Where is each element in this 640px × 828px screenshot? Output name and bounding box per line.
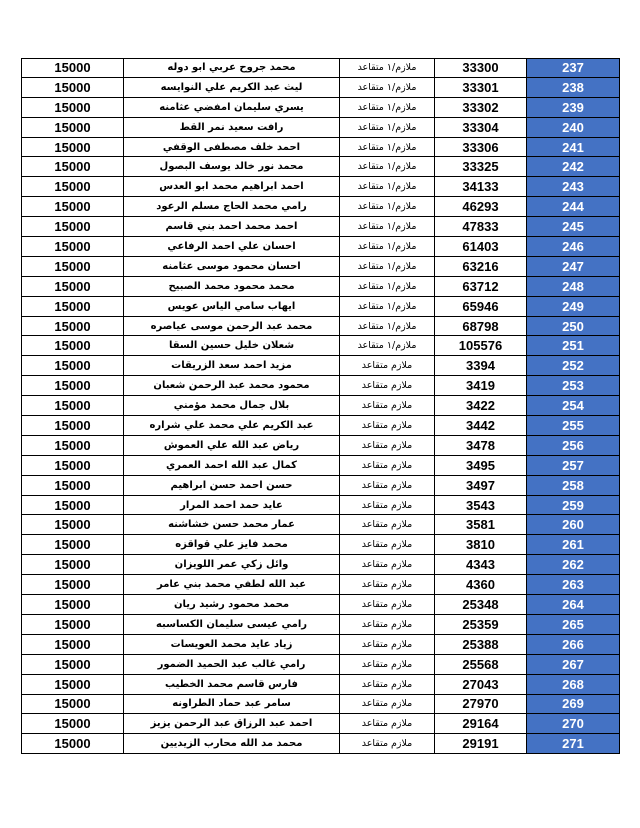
military-number-cell: 3543 [435,496,527,515]
military-number-cell: 25568 [435,655,527,674]
table-row [22,635,620,655]
sequence-number-cell: 241 [527,138,620,157]
amount-cell: 15000 [22,535,124,554]
table-row [22,356,620,376]
sequence-number-cell: 252 [527,356,620,375]
military-number-cell: 46293 [435,197,527,216]
rank-cell: ملازم/١ متقاعد [340,98,435,117]
rank-cell: ملازم متقاعد [340,734,435,753]
amount-cell: 15000 [22,575,124,594]
table-row [22,177,620,197]
name-cell: زياد عايد محمد العويسات [124,635,340,654]
name-cell: فارس قاسم محمد الخطيب [124,675,340,694]
name-cell: ايهاب سامي الياس عويس [124,297,340,316]
rank-cell: ملازم/١ متقاعد [340,177,435,196]
military-number-cell: 61403 [435,237,527,256]
name-cell: احمد خلف مصطفى الوقفي [124,138,340,157]
military-number-cell: 34133 [435,177,527,196]
military-number-cell: 33301 [435,78,527,97]
name-cell: رامي عيسى سليمان الكساسبه [124,615,340,634]
sequence-number-cell: 262 [527,555,620,574]
name-cell: عبد الكريم علي محمد علي شراره [124,416,340,435]
table-row [22,714,620,734]
table-row [22,496,620,516]
name-cell: عمار محمد حسن خشاشنه [124,515,340,534]
rank-cell: ملازم/١ متقاعد [340,157,435,176]
sequence-number-cell: 240 [527,118,620,137]
name-cell: يسري سليمان امفضي عثامنه [124,98,340,117]
rank-cell: ملازم/١ متقاعد [340,257,435,276]
military-number-cell: 63712 [435,277,527,296]
table-row [22,277,620,297]
table-row [22,476,620,496]
amount-cell: 15000 [22,376,124,395]
amount-cell: 15000 [22,118,124,137]
amount-cell: 15000 [22,157,124,176]
rank-cell: ملازم متقاعد [340,535,435,554]
table-row [22,336,620,356]
amount-cell: 15000 [22,237,124,256]
rank-cell: ملازم متقاعد [340,356,435,375]
military-number-cell: 3442 [435,416,527,435]
rank-cell: ملازم/١ متقاعد [340,297,435,316]
name-cell: احسان محمود موسى عثامنه [124,257,340,276]
name-cell: رامي محمد الحاج مسلم الرعود [124,197,340,216]
sequence-number-cell: 256 [527,436,620,455]
table-row [22,416,620,436]
amount-cell: 15000 [22,336,124,355]
table-row [22,257,620,277]
table-row [22,78,620,98]
rank-cell: ملازم/١ متقاعد [340,197,435,216]
rank-cell: ملازم/١ متقاعد [340,317,435,336]
military-number-cell: 33325 [435,157,527,176]
amount-cell: 15000 [22,396,124,415]
table-row [22,535,620,555]
name-cell: شعلان خليل حسين السقا [124,336,340,355]
amount-cell: 15000 [22,78,124,97]
amount-cell: 15000 [22,675,124,694]
table-row [22,98,620,118]
rank-cell: ملازم متقاعد [340,595,435,614]
military-number-cell: 47833 [435,217,527,236]
amount-cell: 15000 [22,476,124,495]
sequence-number-cell: 270 [527,714,620,733]
table-row [22,138,620,158]
name-cell: محمد محمود محمد الصبيح [124,277,340,296]
amount-cell: 15000 [22,356,124,375]
name-cell: محمد نور خالد يوسف البصول [124,157,340,176]
military-number-cell: 29191 [435,734,527,753]
sequence-number-cell: 257 [527,456,620,475]
table-row [22,118,620,138]
amount-cell: 15000 [22,595,124,614]
name-cell: كمال عبد الله احمد العمري [124,456,340,475]
amount-cell: 15000 [22,456,124,475]
table-row [22,734,620,754]
sequence-number-cell: 247 [527,257,620,276]
military-number-cell: 3497 [435,476,527,495]
military-number-cell: 29164 [435,714,527,733]
military-number-cell: 65946 [435,297,527,316]
table-row [22,297,620,317]
military-number-cell: 3581 [435,515,527,534]
table-row [22,376,620,396]
military-number-cell: 63216 [435,257,527,276]
name-cell: محمد مد الله محارب الزيديين [124,734,340,753]
rank-cell: ملازم متقاعد [340,496,435,515]
table-row [22,675,620,695]
rank-cell: ملازم/١ متقاعد [340,217,435,236]
name-cell: حسن احمد حسن ابراهيم [124,476,340,495]
amount-cell: 15000 [22,436,124,455]
rank-cell: ملازم متقاعد [340,555,435,574]
sequence-number-cell: 271 [527,734,620,753]
military-number-cell: 4360 [435,575,527,594]
name-cell: وائل زكي عمر اللويزان [124,555,340,574]
name-cell: مزيد احمد سعد الزريقات [124,356,340,375]
table-row [22,695,620,715]
sequence-number-cell: 263 [527,575,620,594]
military-number-cell: 3394 [435,356,527,375]
table-row [22,515,620,535]
rank-cell: ملازم متقاعد [340,436,435,455]
military-number-cell: 105576 [435,336,527,355]
sequence-number-cell: 259 [527,496,620,515]
sequence-number-cell: 238 [527,78,620,97]
name-cell: احسان علي احمد الرفاعي [124,237,340,256]
name-cell: رياض عبد الله علي العموش [124,436,340,455]
amount-cell: 15000 [22,734,124,753]
table-row [22,58,620,78]
table-row [22,197,620,217]
rank-cell: ملازم/١ متقاعد [340,277,435,296]
sequence-number-cell: 239 [527,98,620,117]
military-number-cell: 68798 [435,317,527,336]
amount-cell: 15000 [22,695,124,714]
sequence-number-cell: 243 [527,177,620,196]
amount-cell: 15000 [22,655,124,674]
sequence-number-cell: 261 [527,535,620,554]
name-cell: رافت سعيد نمر القط [124,118,340,137]
rank-cell: ملازم متقاعد [340,615,435,634]
sequence-number-cell: 242 [527,157,620,176]
rank-cell: ملازم متقاعد [340,476,435,495]
rank-cell: ملازم متقاعد [340,396,435,415]
retirees-table [21,58,620,754]
rank-cell: ملازم/١ متقاعد [340,237,435,256]
amount-cell: 15000 [22,714,124,733]
rank-cell: ملازم/١ متقاعد [340,59,435,77]
amount-cell: 15000 [22,98,124,117]
amount-cell: 15000 [22,138,124,157]
rank-cell: ملازم/١ متقاعد [340,78,435,97]
rank-cell: ملازم متقاعد [340,376,435,395]
sequence-number-cell: 258 [527,476,620,495]
table-row [22,157,620,177]
table-row [22,555,620,575]
name-cell: بلال جمال محمد مؤمني [124,396,340,415]
amount-cell: 15000 [22,59,124,77]
military-number-cell: 25359 [435,615,527,634]
military-number-cell: 33306 [435,138,527,157]
sequence-number-cell: 253 [527,376,620,395]
amount-cell: 15000 [22,635,124,654]
name-cell: عبد الله لطفي محمد بني عامر [124,575,340,594]
name-cell: سامر عبد حماد الطراونه [124,695,340,714]
table-row [22,317,620,337]
rank-cell: ملازم متقاعد [340,416,435,435]
name-cell: ليث عبد الكريم علي النوايسه [124,78,340,97]
sequence-number-cell: 245 [527,217,620,236]
rank-cell: ملازم/١ متقاعد [340,336,435,355]
sequence-number-cell: 269 [527,695,620,714]
military-number-cell: 3422 [435,396,527,415]
military-number-cell: 4343 [435,555,527,574]
sequence-number-cell: 260 [527,515,620,534]
rank-cell: ملازم متقاعد [340,575,435,594]
rank-cell: ملازم/١ متقاعد [340,138,435,157]
rank-cell: ملازم متقاعد [340,655,435,674]
rank-cell: ملازم/١ متقاعد [340,118,435,137]
sequence-number-cell: 250 [527,317,620,336]
name-cell: محمد جروح عربي ابو دوله [124,59,340,77]
amount-cell: 15000 [22,615,124,634]
amount-cell: 15000 [22,515,124,534]
military-number-cell: 27970 [435,695,527,714]
sequence-number-cell: 264 [527,595,620,614]
table-row [22,217,620,237]
table-row [22,575,620,595]
sequence-number-cell: 251 [527,336,620,355]
amount-cell: 15000 [22,257,124,276]
military-number-cell: 3478 [435,436,527,455]
table-row [22,436,620,456]
military-number-cell: 25348 [435,595,527,614]
name-cell: محمود محمد عبد الرحمن شعبان [124,376,340,395]
rank-cell: ملازم متقاعد [340,515,435,534]
name-cell: محمد عبد الرحمن موسى عياصره [124,317,340,336]
name-cell: محمد فايز علي قواقزه [124,535,340,554]
military-number-cell: 33304 [435,118,527,137]
name-cell: محمد محمود رشيد ريان [124,595,340,614]
table-row [22,456,620,476]
sequence-number-cell: 246 [527,237,620,256]
military-number-cell: 3419 [435,376,527,395]
table-row [22,237,620,257]
rank-cell: ملازم متقاعد [340,714,435,733]
military-number-cell: 33300 [435,59,527,77]
table-row [22,615,620,635]
rank-cell: ملازم متقاعد [340,675,435,694]
rank-cell: ملازم متقاعد [340,456,435,475]
sequence-number-cell: 248 [527,277,620,296]
name-cell: احمد ابراهيم محمد ابو العدس [124,177,340,196]
military-number-cell: 25388 [435,635,527,654]
table-row [22,655,620,675]
amount-cell: 15000 [22,197,124,216]
name-cell: رامي غالب عبد الحميد الضمور [124,655,340,674]
sequence-number-cell: 268 [527,675,620,694]
amount-cell: 15000 [22,555,124,574]
amount-cell: 15000 [22,217,124,236]
name-cell: احمد عبد الرزاق عبد الرحمن يزيز [124,714,340,733]
sequence-number-cell: 237 [527,59,620,77]
military-number-cell: 33302 [435,98,527,117]
sequence-number-cell: 254 [527,396,620,415]
military-number-cell: 3810 [435,535,527,554]
sequence-number-cell: 266 [527,635,620,654]
military-number-cell: 3495 [435,456,527,475]
rank-cell: ملازم متقاعد [340,635,435,654]
sequence-number-cell: 249 [527,297,620,316]
amount-cell: 15000 [22,317,124,336]
amount-cell: 15000 [22,297,124,316]
amount-cell: 15000 [22,496,124,515]
rank-cell: ملازم متقاعد [340,695,435,714]
sequence-number-cell: 265 [527,615,620,634]
sequence-number-cell: 255 [527,416,620,435]
name-cell: عايد حمد احمد المرار [124,496,340,515]
table-row [22,396,620,416]
military-number-cell: 27043 [435,675,527,694]
name-cell: احمد محمد احمد بني قاسم [124,217,340,236]
sequence-number-cell: 267 [527,655,620,674]
sequence-number-cell: 244 [527,197,620,216]
amount-cell: 15000 [22,277,124,296]
amount-cell: 15000 [22,416,124,435]
table-row [22,595,620,615]
amount-cell: 15000 [22,177,124,196]
